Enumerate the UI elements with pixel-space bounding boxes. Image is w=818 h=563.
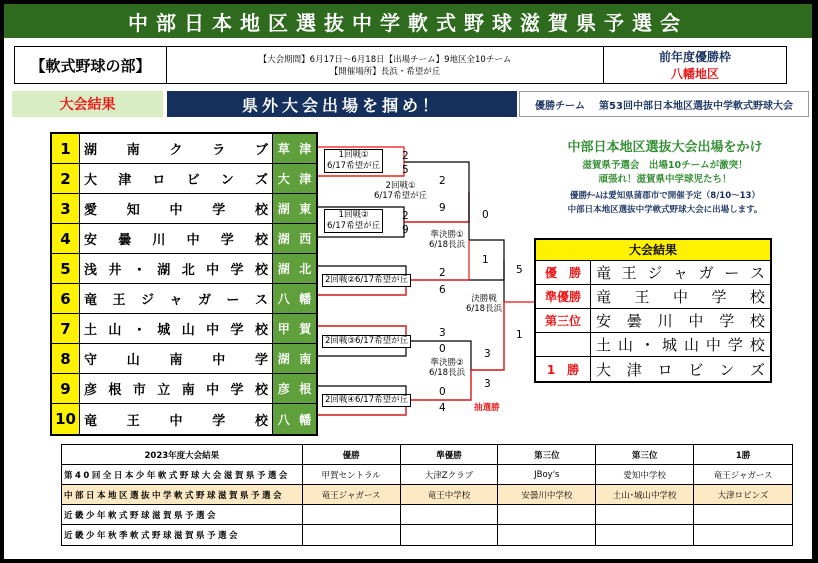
char: 南 — [299, 352, 312, 366]
char: 南 — [126, 143, 140, 158]
match-r2-1-label: 2回戦① 6/17希望が丘 — [374, 181, 428, 201]
history-cell: JBoy's — [498, 465, 596, 484]
char: 学 — [719, 312, 735, 330]
char: 学 — [230, 383, 244, 398]
char: 学 — [254, 353, 268, 368]
char: 竜 — [596, 264, 612, 282]
score-sf2-top: 3 — [484, 348, 491, 360]
char: ン — [220, 173, 234, 188]
char: 竜 — [596, 288, 612, 306]
char: 校 — [254, 383, 268, 398]
char: 湖 — [277, 262, 290, 276]
team-number: 10 — [52, 404, 80, 434]
prev-champion-label: 前年度優勝枠 — [658, 50, 731, 64]
char: 中 — [169, 203, 183, 218]
char: 津 — [626, 360, 642, 379]
char: 王 — [112, 293, 126, 308]
char: 南 — [181, 383, 195, 398]
team-number: 5 — [52, 254, 80, 283]
char: 学 — [212, 203, 226, 218]
char: 竜 — [84, 413, 98, 429]
result-team — [591, 357, 770, 381]
result-row — [536, 333, 770, 357]
result-team — [591, 285, 770, 308]
char: 賀 — [299, 322, 312, 336]
final-results-rows — [536, 261, 770, 381]
char: ン — [719, 360, 735, 379]
score-r2-1-bot: 9 — [439, 202, 446, 214]
char: 八 — [277, 292, 290, 306]
result-row — [536, 285, 770, 309]
char: 校 — [254, 233, 268, 248]
match-r2-4-label: 2回戦④6/17希望が丘 — [322, 394, 411, 407]
score-sf1-top: 0 — [482, 209, 489, 221]
char: ジ — [647, 264, 663, 282]
history-cell: 土山･城山中学校 — [596, 485, 694, 504]
char: 中 — [688, 312, 704, 330]
char: ラ — [212, 143, 226, 158]
char: 曇 — [626, 312, 642, 330]
char: 曇 — [118, 233, 132, 248]
char: 中 — [705, 336, 721, 354]
char: 立 — [157, 383, 171, 398]
history-cell — [401, 525, 499, 545]
char: 土 — [596, 336, 612, 354]
char: 校 — [254, 413, 268, 429]
score-r1-2-top: 2 — [402, 210, 409, 222]
char: ガ — [698, 264, 714, 282]
category-label: 【軟式野球の部】 — [15, 47, 167, 83]
promo-line-2: 滋賀県予選会 出場10チームが激突！ — [582, 160, 748, 171]
char: 八 — [277, 412, 290, 427]
history-cell: 竜王中学校 — [401, 485, 499, 504]
char: 津 — [299, 142, 312, 156]
score-r2-1-top: 2 — [439, 175, 446, 187]
team-number: 6 — [52, 284, 80, 313]
history-cell: 大津ロビンズ — [717, 490, 769, 501]
char: 彦 — [277, 382, 290, 396]
history-cell: 甲賀セントラル — [303, 465, 401, 484]
promo-line-3: 頑張れ！滋賀県中学球児たち！ — [598, 174, 732, 185]
score-r2-3-top: 3 — [439, 327, 446, 339]
char: ジ — [140, 293, 154, 308]
history-cell — [303, 525, 401, 545]
char: ズ — [254, 173, 268, 188]
team-number: 4 — [52, 224, 80, 253]
char: 竜 — [84, 293, 98, 308]
promo-line-1: 中部日本地区選抜大会出場をかけ — [567, 140, 763, 155]
history-header-cell: 優勝 — [303, 445, 401, 464]
history-cell — [596, 525, 694, 545]
history-header-row — [62, 445, 792, 465]
score-sf2-bot: 3 — [484, 378, 491, 390]
final-results-table — [534, 238, 772, 383]
score-r1-1-top: 2 — [402, 150, 409, 162]
char: 中 — [212, 353, 226, 368]
champion-tournament-name: 第53回中部日本地区選抜中学軟式野球大会 — [599, 100, 793, 112]
team-number: 7 — [52, 314, 80, 343]
char: 山 — [617, 336, 633, 354]
char: 中 — [169, 413, 183, 429]
char: 東 — [299, 202, 312, 216]
char: 学 — [711, 288, 727, 306]
char: 安 — [84, 233, 98, 248]
char: ク — [169, 143, 183, 158]
char: ャ — [672, 264, 688, 282]
result-place: 優 勝 — [536, 261, 591, 284]
history-cell: 竜王ジャガース — [303, 485, 401, 504]
char: 校 — [254, 203, 268, 218]
char: 甲 — [277, 322, 290, 336]
history-header-cell: 第三位 — [596, 445, 694, 464]
score-r2-4-top: 0 — [439, 386, 446, 398]
char: 山 — [683, 336, 699, 354]
char: ・ — [132, 323, 146, 338]
char: ガ — [197, 293, 211, 308]
char: 校 — [254, 323, 268, 338]
char: 中 — [206, 323, 220, 338]
char: 山 — [181, 323, 195, 338]
history-row — [62, 525, 792, 545]
history-cell — [498, 525, 596, 545]
match-r2-3-label: 2回戦③6/17希望が丘 — [322, 335, 411, 348]
char: 中 — [206, 383, 220, 398]
match-r1-1-label: 1回戦① 6/17希望が丘 — [324, 149, 383, 173]
char: 守 — [84, 353, 98, 368]
history-cell — [303, 505, 401, 524]
char: 校 — [749, 312, 765, 330]
char: ー — [226, 293, 240, 308]
char: 大 — [277, 172, 290, 186]
char: ロ — [152, 173, 166, 188]
char: 大 — [596, 360, 612, 379]
history-cell: 竜王ジャガース — [713, 470, 773, 481]
char: 王 — [126, 413, 140, 429]
match-r2-2-label: 2回戦②6/17希望が丘 — [322, 274, 411, 287]
char: 湖 — [157, 263, 171, 278]
char: ス — [254, 293, 268, 308]
char: 愛 — [84, 203, 98, 218]
match-r1-2-label: 1回戦② 6/17希望が丘 — [324, 209, 383, 233]
char: 安 — [596, 312, 612, 330]
result-row — [536, 261, 770, 285]
char: ・ — [132, 263, 146, 278]
char: 西 — [299, 232, 312, 246]
char: 中 — [672, 288, 688, 306]
char: 中 — [186, 233, 200, 248]
char: 井 — [108, 263, 122, 278]
char: 山 — [126, 353, 140, 368]
history-cell: 安曇川中学校 — [498, 485, 596, 504]
char: 南 — [169, 353, 183, 368]
result-place — [536, 333, 591, 356]
score-final-bot: 1 — [516, 329, 523, 341]
history-cell — [596, 505, 694, 524]
char: 城 — [157, 323, 171, 338]
char: 王 — [621, 264, 637, 282]
score-r2-3-bot: 0 — [439, 343, 446, 355]
char: 学 — [212, 413, 226, 429]
char: 津 — [118, 173, 132, 188]
char: 湖 — [277, 202, 290, 216]
team-number: 2 — [52, 164, 80, 193]
char: ャ — [169, 293, 183, 308]
char: 市 — [132, 383, 146, 398]
score-r2-4-bot: 4 — [439, 402, 446, 414]
history-header-cell: 準優勝 — [401, 445, 499, 464]
char: 校 — [749, 336, 765, 354]
char: 北 — [181, 263, 195, 278]
section-title: 大会結果 — [12, 91, 163, 117]
match-sf1-label: 準決勝① 6/18長浜 — [429, 230, 466, 250]
score-final-top: 5 — [516, 264, 523, 276]
team-number: 8 — [52, 344, 80, 373]
char: 彦 — [84, 383, 98, 398]
history-cell — [498, 505, 596, 524]
prev-champion-area: 八幡地区 — [670, 67, 719, 81]
char: ブ — [254, 143, 268, 158]
result-team — [591, 333, 770, 356]
history-cell: 近畿少年軟式野球滋賀県予選会 — [62, 505, 303, 524]
char: ス — [749, 264, 765, 282]
history-header-cell: 2023年度大会結果 — [62, 445, 303, 464]
lottery-win-label: 抽選勝 — [474, 403, 500, 413]
char: 浅 — [84, 263, 98, 278]
event-period: 【大会期間】6月17日～6月18日【出場チーム】9地区全10チーム — [258, 55, 512, 65]
history-row — [62, 505, 792, 525]
score-sf1-bot: 1 — [482, 254, 489, 266]
history-header-cell: 第三位 — [498, 445, 596, 464]
char: 根 — [299, 382, 312, 396]
history-cell — [401, 505, 499, 524]
char: 津 — [299, 172, 312, 186]
history-cell: 愛知中学校 — [596, 465, 694, 484]
score-r2-2-top: 2 — [439, 267, 446, 279]
match-final-label: 決勝戦 6/18長浜 — [466, 294, 503, 314]
result-team — [591, 261, 770, 284]
char: ズ — [749, 360, 765, 379]
char: 校 — [749, 288, 765, 306]
result-place: 第三位 — [536, 309, 591, 332]
promo-line-4: 優勝ﾁｰﾑは愛知県蒲郡市で開催予定（8/10～13） — [570, 191, 760, 201]
promo-line-5: 中部日本地区選抜中学軟式野球大会に出場します。 — [567, 205, 763, 215]
history-row — [62, 485, 792, 505]
score-r2-2-bot: 6 — [439, 284, 446, 296]
char: 大 — [84, 173, 98, 188]
char: ・ — [639, 336, 655, 354]
char: 幡 — [299, 292, 312, 306]
char: 草 — [277, 142, 290, 156]
match-sf2-label: 準決勝② 6/18長浜 — [429, 358, 466, 378]
char: ビ — [688, 360, 704, 379]
history-cell: 第40回全日本少年軟式野球大会滋賀県予選会 — [62, 465, 303, 484]
result-row — [536, 309, 770, 333]
history-cell: 近畿少年秋季軟式野球滋賀県予選会 — [62, 525, 303, 545]
char: 知 — [126, 203, 140, 218]
char: 城 — [661, 336, 677, 354]
team-number: 3 — [52, 194, 80, 223]
result-place: 1 勝 — [536, 357, 591, 381]
promo-text — [524, 136, 806, 215]
result-row — [536, 357, 770, 381]
page — [4, 4, 812, 559]
history-row — [62, 465, 792, 485]
char: 湖 — [84, 143, 98, 158]
char: 湖 — [277, 232, 290, 246]
char: ロ — [657, 360, 673, 379]
champion-team-label: 優勝チーム — [535, 100, 586, 112]
char: 中 — [206, 263, 220, 278]
score-r1-2-bot: 9 — [402, 224, 409, 236]
slogan-banner: 県外大会出場を掴め！ — [167, 91, 517, 117]
char: 北 — [299, 262, 312, 276]
final-results-title: 大会結果 — [536, 240, 770, 261]
char: 根 — [108, 383, 122, 398]
result-place: 準優勝 — [536, 285, 591, 308]
score-r1-1-bot: 5 — [402, 164, 409, 176]
char: 川 — [657, 312, 673, 330]
history-cell — [694, 525, 792, 545]
char: 学 — [230, 323, 244, 338]
history-cell — [694, 505, 792, 524]
event-venue: 【開催場所】長浜・希望が丘 — [329, 67, 441, 77]
char: 土 — [84, 323, 98, 338]
char: 湖 — [277, 352, 290, 366]
history-cell: 中部日本地区選抜中学軟式野球滋賀県予選会 — [62, 485, 303, 504]
char: 学 — [220, 233, 234, 248]
char: ー — [724, 264, 740, 282]
char: 王 — [634, 288, 650, 306]
char: 川 — [152, 233, 166, 248]
char: 学 — [230, 263, 244, 278]
team-number: 9 — [52, 374, 80, 403]
char: ビ — [186, 173, 200, 188]
char: 校 — [254, 263, 268, 278]
history-header-cell: 1勝 — [735, 450, 751, 461]
history-cell: 大津Zクラブ — [401, 465, 499, 484]
result-team — [591, 309, 770, 332]
history-table — [61, 444, 793, 546]
page-banner: 中部日本地区選抜中学軟式野球滋賀県予選会 — [4, 4, 812, 38]
char: 学 — [727, 336, 743, 354]
char: 山 — [108, 323, 122, 338]
char: 幡 — [299, 412, 312, 427]
team-number: 1 — [52, 134, 80, 163]
